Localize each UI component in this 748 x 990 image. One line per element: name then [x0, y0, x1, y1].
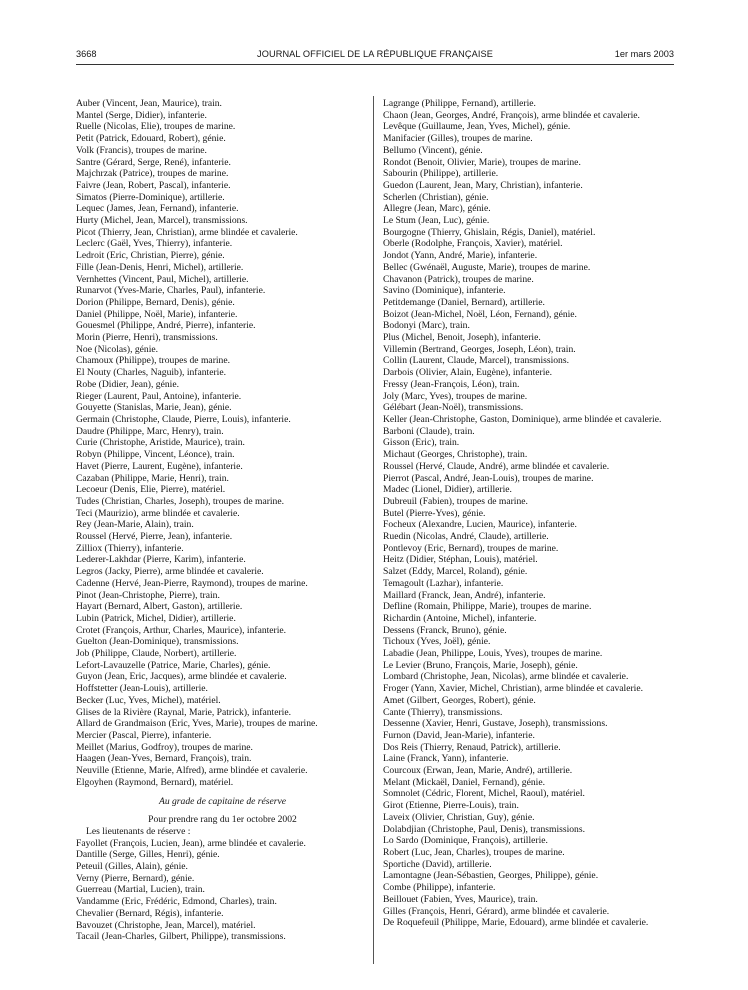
list-item: Dorion (Philippe, Bernard, Denis), génie.	[76, 296, 235, 308]
list-item: Gilles (François, Henri, Gérard), arme blindée et cavalerie.	[383, 905, 610, 917]
list-item: Collin (Laurent, Claude, Marcel), transmissions.	[383, 355, 569, 367]
list-item: Bellumo (Vincent), génie.	[383, 144, 483, 156]
list-item: Le Levier (Bruno, François, Marie, Joseph), génie.	[383, 659, 578, 671]
list-item: Lederer-Lakhdar (Pierre, Karim), infanterie.	[76, 554, 246, 566]
list-item: Glises de la Rivière (Raynal, Marie, Patrick), infanterie.	[76, 706, 291, 718]
list-item: Mantel (Serge, Didier), infanterie.	[76, 109, 207, 121]
list-item: Rondot (Benoit, Olivier, Marie), troupes de marine.	[383, 156, 581, 168]
list-item: Fayollet (François, Lucien, Jean), arme blindée et cavalerie.	[76, 837, 306, 849]
list-item: Daudre (Philippe, Marc, Henry), train.	[76, 425, 224, 437]
list-item: Petitdemange (Daniel, Bernard), artillerie.	[383, 296, 545, 308]
list-item: Daniel (Philippe, Noël, Marie), infanterie.	[76, 308, 238, 320]
list-item: Scherlen (Christian), génie.	[383, 191, 489, 203]
list-item: Amet (Gilbert, Georges, Robert), génie.	[383, 694, 536, 706]
list-item: Allegre (Jean, Marc), génie.	[383, 203, 491, 215]
nominee-list-a	[76, 98, 369, 788]
list-item: Zilliox (Thierry), infanterie.	[76, 542, 184, 554]
list-item: Sabourin (Philippe), artillerie.	[383, 168, 499, 180]
list-item: Plus (Michel, Benoit, Joseph), infanterie.	[383, 332, 541, 344]
list-item: Bavouzet (Christophe, Jean, Marcel), matériel.	[76, 919, 256, 931]
list-item: Peteuil (Gilles, Alain), génie.	[76, 861, 188, 872]
list-item: Robert (Luc, Jean, Charles), troupes de marine.	[383, 847, 565, 858]
list-item: De Roquefeuil (Philippe, Marie, Edouard), arme blindée et cavalerie.	[383, 917, 649, 929]
list-item: Madec (Lionel, Didier), artillerie.	[383, 484, 512, 496]
list-item: Dos Reis (Thierry, Renaud, Patrick), artillerie.	[383, 741, 561, 753]
list-item: Michaut (Georges, Christophe), train.	[383, 449, 528, 461]
grade-heading: Au grade de capitaine de réserve	[158, 796, 287, 808]
nominee-list-c	[383, 98, 676, 929]
list-item: Temagoult (Lazhar), infanterie.	[383, 577, 504, 589]
list-item: Gisson (Eric), train.	[383, 437, 460, 449]
page-number: 3668	[76, 49, 97, 59]
list-item: Vandamme (Eric, Frédéric, Edmond, Charles), train.	[76, 896, 277, 908]
list-item: Bodonyi (Marc), train.	[383, 320, 470, 332]
list-item: Rieger (Laurent, Paul, Antoine), infanterie.	[76, 390, 242, 402]
list-item: Cazaban (Philippe, Marie, Henri), train.	[76, 472, 229, 484]
list-item: Hayart (Bernard, Albert, Gaston), artillerie.	[76, 601, 243, 613]
list-item: Richardin (Antoine, Michel), infanterie.	[383, 612, 537, 624]
list-item: Froger (Yann, Xavier, Michel, Christian), arme blindée et cavalerie.	[383, 683, 643, 695]
list-item: Neuville (Etienne, Marie, Alfred), arme blindée et cavalerie.	[76, 765, 308, 777]
list-item: Pinot (Jean-Christophe, Pierre), train.	[76, 589, 220, 601]
list-item: Guyon (Jean, Eric, Jacques), arme blindée et cavalerie.	[76, 671, 287, 683]
list-item: Germain (Christophe, Claude, Pierre, Louis), infanterie.	[76, 413, 291, 425]
list-item: Lequec (James, Jean, Fernand), infanterie.	[76, 203, 239, 215]
list-item: Fille (Jean-Denis, Henri, Michel), artillerie.	[76, 261, 244, 273]
list-item: Pierrot (Pascal, André, Jean-Louis), troupes de marine.	[383, 472, 594, 484]
list-item: Fressy (Jean-François, Léon), train.	[383, 378, 520, 390]
list-item: Labadie (Jean, Philippe, Louis, Yves), troupes de marine.	[383, 648, 603, 660]
list-item: Le Stum (Jean, Luc), génie.	[383, 215, 490, 227]
list-item: Focheux (Alexandre, Lucien, Maurice), infanterie.	[383, 519, 577, 531]
list-item: Furnon (David, Jean-Marie), infanterie.	[383, 729, 535, 741]
list-item: Roussel (Hervé, Claude, André), arme blindée et cavalerie.	[383, 460, 610, 472]
list-item: Tichoux (Yves, Joël), génie.	[383, 636, 491, 648]
list-item: Keller (Jean-Christophe, Gaston, Dominique), arme blindée et cavalerie.	[383, 413, 662, 425]
nominee-list-b	[76, 838, 369, 943]
list-item: Lagrange (Philippe, Fernand), artillerie.	[383, 98, 536, 109]
list-item: Morin (Pierre, Henri), transmissions.	[76, 332, 218, 344]
list-item: Butel (Pierre-Yves), génie.	[383, 507, 486, 519]
list-item: Lefort-Lavauzelle (Patrice, Marie, Charles), génie.	[76, 659, 271, 671]
list-item: Ruedin (Nicolas, André, Claude), artillerie.	[383, 531, 549, 543]
list-item: Guedon (Laurent, Jean, Mary, Christian), infanterie.	[383, 179, 583, 191]
list-item: Dolabdjian (Christophe, Paul, Denis), transmissions.	[383, 823, 585, 835]
list-item: Chavanon (Patrick), troupes de marine.	[383, 273, 534, 285]
list-item: Bellec (Gwénaël, Auguste, Marie), troupes de marine.	[383, 261, 591, 273]
list-item: Somnolet (Cédric, Florent, Michel, Raoul), matériel.	[383, 788, 585, 800]
list-item: Lecoeur (Denis, Elie, Pierre), matériel.	[76, 484, 226, 496]
list-item: Cadenne (Hervé, Jean-Pierre, Raymond), troupes de marine.	[76, 577, 308, 589]
list-item: Boizot (Jean-Michel, Noël, Léon, Fernand), génie.	[383, 308, 577, 320]
list-item: Roussel (Hervé, Pierre, Jean), infanterie.	[76, 531, 233, 543]
list-item: Sportiche (David), artillerie.	[383, 858, 492, 870]
list-item: Elgoyhen (Raymond, Bernard), matériel.	[76, 776, 234, 788]
list-item: Teci (Maurizio), arme blindée et cavalerie.	[76, 507, 240, 519]
list-item: Melant (Mickaël, Daniel, Fernand), génie.	[383, 776, 545, 788]
list-item: Volk (Francis), troupes de marine.	[76, 144, 207, 156]
list-item: Laine (Franck, Yann), infanterie.	[383, 753, 509, 765]
list-item: Crotet (François, Arthur, Charles, Maurice), infanterie.	[76, 624, 287, 636]
list-item: Picot (Thierry, Jean, Christian), arme blindée et cavalerie.	[76, 226, 298, 238]
list-item: Chevalier (Bernard, Régis), infanterie.	[76, 907, 224, 919]
list-item: Hurty (Michel, Jean, Marcel), transmissions.	[76, 215, 248, 227]
issue-date: 1er mars 2003	[614, 49, 674, 59]
header-rule	[76, 64, 674, 65]
list-item: Petit (Patrick, Edouard, Robert), génie.	[76, 133, 226, 145]
list-item: Legros (Jacky, Pierre), arme blindée et cavalerie.	[76, 566, 264, 578]
list-item: Robe (Didier, Jean), génie.	[76, 378, 179, 390]
list-item: Auber (Vincent, Jean, Maurice), train.	[76, 98, 222, 109]
list-item: Majchrzak (Patrice), troupes de marine.	[76, 168, 229, 180]
list-item: Robyn (Philippe, Vincent, Léonce), train.	[76, 449, 235, 461]
list-item: Oberle (Rodolphe, François, Xavier), matériel.	[383, 238, 563, 250]
list-item: Villemin (Bertrand, Georges, Joseph, Léon), train.	[383, 343, 576, 355]
list-item: Heitz (Didier, Stéphan, Louis), matériel.	[383, 554, 538, 566]
list-item: Dessenne (Xavier, Henri, Gustave, Joseph), transmissions.	[383, 718, 608, 730]
list-item: Lombard (Christophe, Jean, Nicolas), arme blindée et cavalerie.	[383, 671, 629, 683]
list-item: Lo Sardo (Dominique, François), artillerie.	[383, 835, 548, 847]
rank-date-line: Pour prendre rang du 1er octobre 2002	[148, 814, 297, 826]
list-item: Darbois (Olivier, Alain, Eugène), infanterie.	[383, 367, 553, 379]
list-item: Beillouet (Fabien, Yves, Maurice), train.	[383, 893, 538, 905]
list-item: Verny (Pierre, Bernard), génie.	[76, 872, 195, 884]
list-item: Hoffstetter (Jean-Louis), artillerie.	[76, 683, 208, 695]
list-item: Rey (Jean-Marie, Alain), train.	[76, 519, 194, 531]
lieutenants-intro: Les lieutenants de réserve :	[86, 825, 191, 837]
list-item: Defline (Romain, Philippe, Marie), troupes de marine.	[383, 601, 592, 613]
list-item: Courcoux (Erwan, Jean, Marie, André), artillerie.	[383, 765, 573, 777]
list-item: Meillet (Marius, Godfroy), troupes de marine.	[76, 741, 253, 753]
list-item: Combe (Philippe), infanterie.	[383, 882, 496, 894]
list-item: Leclerc (Gaël, Yves, Thierry), infanterie.	[76, 238, 233, 250]
list-item: Tacail (Jean-Charles, Gilbert, Philippe), transmissions.	[76, 931, 286, 943]
list-item: Dubreuil (Fabien), troupes de marine.	[383, 495, 528, 507]
list-item: El Nouty (Charles, Naguib), infanterie.	[76, 367, 226, 379]
list-item: Lubin (Patrick, Michel, Didier), artillerie.	[76, 612, 236, 624]
list-item: Barboni (Claude), train.	[383, 425, 475, 437]
list-item: Curie (Christophe, Aristide, Maurice), train.	[76, 437, 245, 449]
list-item: Noe (Nicolas), génie.	[76, 343, 159, 355]
list-item: Mercier (Pascal, Pierre), infanterie.	[76, 729, 212, 741]
list-item: Faivre (Jean, Robert, Pascal), infanterie.	[76, 179, 231, 191]
list-item: Laveix (Olivier, Christian, Guy), génie.	[383, 811, 535, 823]
list-item: Vernhettes (Vincent, Paul, Michel), artillerie.	[76, 273, 249, 285]
column-divider	[373, 96, 374, 964]
list-item: Guelton (Jean-Dominique), transmissions.	[76, 636, 239, 648]
list-item: Ledroit (Eric, Christian, Pierre), génie.	[76, 250, 225, 262]
list-item: Maillard (Franck, Jean, André), infanterie.	[383, 589, 546, 601]
list-item: Ruelle (Nicolas, Elie), troupes de marine.	[76, 121, 236, 133]
list-item: Simatos (Pierre-Dominique), artillerie.	[76, 191, 225, 203]
list-item: Gélébart (Jean-Noël), transmissions.	[383, 402, 524, 414]
list-item: Runarvot (Yves-Marie, Charles, Paul), infanterie.	[76, 285, 266, 297]
list-item: Gouyette (Stanislas, Marie, Jean), génie.	[76, 402, 232, 414]
list-item: Dessens (Franck, Bruno), génie.	[383, 624, 507, 636]
right-column	[383, 98, 676, 966]
list-item: Cante (Thierry), transmissions.	[383, 706, 503, 718]
list-item: Girot (Etienne, Pierre-Louis), train.	[383, 800, 519, 812]
page-header	[76, 49, 674, 63]
list-item: Haagen (Jean-Yves, Bernard, François), train.	[76, 753, 252, 765]
list-item: Manifacier (Gilles), troupes de marine.	[383, 133, 533, 145]
list-item: Bourgogne (Thierry, Ghislain, Régis, Daniel), matériel.	[383, 226, 596, 238]
list-item: Salzet (Eddy, Marcel, Roland), génie.	[383, 566, 528, 578]
list-item: Guerreau (Martial, Lucien), train.	[76, 884, 205, 896]
list-item: Pontlevoy (Eric, Bernard), troupes de marine.	[383, 542, 559, 554]
list-item: Allard de Grandmaison (Eric, Yves, Marie), troupes de marine.	[76, 718, 318, 730]
list-item: Dantille (Serge, Gilles, Henri), génie.	[76, 849, 220, 861]
list-item: Chamoux (Philippe), troupes de marine.	[76, 355, 231, 367]
journal-title: JOURNAL OFFICIEL DE LA RÉPUBLIQUE FRANÇAISE	[257, 49, 493, 59]
list-item: Santre (Gérard, Serge, René), infanterie.	[76, 156, 231, 168]
list-item: Joly (Marc, Yves), troupes de marine.	[383, 390, 528, 402]
list-item: Havet (Pierre, Laurent, Eugène), infanterie.	[76, 460, 243, 472]
list-item: Jondot (Yann, André, Marie), infanterie.	[383, 250, 538, 262]
list-item: Job (Philippe, Claude, Norbert), artillerie.	[76, 648, 237, 660]
list-item: Savino (Dominique), infanterie.	[383, 285, 506, 297]
list-item: Gouesmel (Philippe, André, Pierre), infanterie.	[76, 320, 256, 332]
list-item: Levêque (Guillaume, Jean, Yves, Michel), génie.	[383, 121, 571, 133]
list-item: Chaon (Jean, Georges, André, François), arme blindée et cavalerie.	[383, 109, 640, 121]
list-item: Lamontagne (Jean-Sébastien, Georges, Philippe), génie.	[383, 870, 599, 882]
list-item: Tudes (Christian, Charles, Joseph), troupes de marine.	[76, 495, 285, 507]
list-item: Becker (Luc, Yves, Michel), matériel.	[76, 694, 221, 706]
left-column	[76, 98, 369, 966]
